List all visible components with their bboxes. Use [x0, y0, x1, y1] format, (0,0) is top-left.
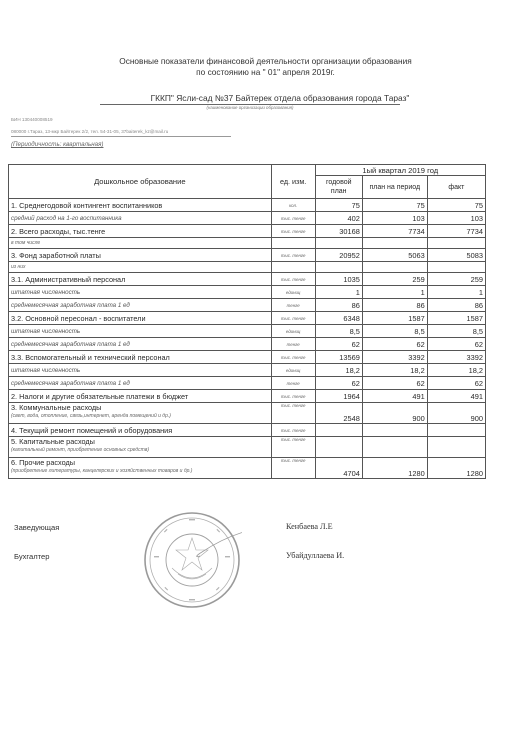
seal-graphic	[142, 510, 242, 610]
row-unit: тыс. тенге	[271, 437, 315, 458]
table-row	[9, 403, 486, 424]
table-row	[9, 338, 486, 351]
cell-period: 5063	[362, 249, 427, 262]
cell-annual: 4704	[315, 458, 362, 479]
table-row	[9, 377, 486, 390]
cell-period: 86	[362, 299, 427, 312]
cell-period: 900	[362, 403, 427, 424]
cell-annual: 8,5	[315, 325, 362, 338]
row-unit: тыс. тенге	[271, 212, 315, 225]
table-row	[9, 312, 486, 325]
row-unit: единиц	[271, 325, 315, 338]
row-unit: тыс. тенге	[271, 312, 315, 325]
row-label: 2. Всего расходы, тыс.тенге	[9, 225, 272, 238]
table-row	[9, 325, 486, 338]
cell-fact: 1	[427, 286, 485, 299]
header-fact: факт	[427, 176, 485, 199]
cell-annual: 62	[315, 338, 362, 351]
cell-annual: 1964	[315, 390, 362, 403]
row-label: 4. Текущий ремонт помещений и оборудования	[9, 424, 272, 437]
cell-fact: 103	[427, 212, 485, 225]
row-label: среднемесячная заработная плата 1 ед	[9, 338, 272, 351]
row-label: 3. Фонд заработной платы	[9, 249, 272, 262]
cell-period: 62	[362, 338, 427, 351]
accountant-title: Бухгалтер	[14, 552, 50, 561]
row-label: штатная численность	[9, 364, 272, 377]
cell-period: 7734	[362, 225, 427, 238]
row-label: 3.3. Вспомогательный и технический персонал	[9, 351, 272, 364]
cell-period: 103	[362, 212, 427, 225]
cell-fact	[427, 238, 485, 249]
cell-period: 259	[362, 273, 427, 286]
row-unit: тыс. тенге	[271, 403, 315, 424]
row-label: 3.2. Основной пересонал - воспитатели	[9, 312, 272, 325]
cell-fact: 18,2	[427, 364, 485, 377]
header-name: Дошкольное образование	[9, 165, 272, 199]
cell-fact: 8,5	[427, 325, 485, 338]
cell-period: 18,2	[362, 364, 427, 377]
table-row	[9, 286, 486, 299]
organization-caption: (наименование организации образования)	[206, 105, 294, 110]
cell-annual: 30168	[315, 225, 362, 238]
table-body	[9, 199, 486, 479]
financial-table	[8, 164, 486, 479]
row-subtitle: (капитальный ремонт, приобретение основных средств)	[11, 447, 150, 453]
row-unit: тенге	[271, 299, 315, 312]
row-title: 6. Прочие расходы	[11, 458, 76, 467]
head-title: Заведующая	[14, 523, 60, 532]
cell-annual	[315, 238, 362, 249]
row-label: 3.1. Административный персонал	[9, 273, 272, 286]
cell-annual: 18,2	[315, 364, 362, 377]
cell-fact: 62	[427, 377, 485, 390]
row-subtitle: (свет, вода, отопление, связь,интернет, аренда помещений и др.)	[11, 413, 171, 419]
cell-fact	[427, 437, 485, 458]
cell-annual: 86	[315, 299, 362, 312]
cell-annual: 6348	[315, 312, 362, 325]
row-unit	[271, 238, 315, 249]
reporting-period: (Периодичность: квартальная)	[11, 141, 104, 148]
cell-period: 75	[362, 199, 427, 212]
table-row	[9, 299, 486, 312]
row-unit: тыс. тенге	[271, 225, 315, 238]
row-label: в том числе	[9, 238, 272, 249]
row-unit: тыс. тенге	[271, 424, 315, 437]
row-label: штатная численность	[9, 325, 272, 338]
row-unit: тыс. тенге	[271, 273, 315, 286]
cell-period	[362, 437, 427, 458]
row-unit: тенге	[271, 338, 315, 351]
table-row	[9, 424, 486, 437]
cell-fact: 491	[427, 390, 485, 403]
cell-period: 8,5	[362, 325, 427, 338]
header-unit: ед. изм.	[271, 165, 315, 199]
cell-period: 62	[362, 377, 427, 390]
cell-fact: 259	[427, 273, 485, 286]
cell-annual	[315, 262, 362, 273]
row-label	[9, 437, 272, 458]
row-label: среднемесячная заработная плата 1 ед	[9, 377, 272, 390]
table-row	[9, 351, 486, 364]
row-unit: единиц	[271, 286, 315, 299]
cell-fact: 1280	[427, 458, 485, 479]
row-subtitle: (приобретение литературы, канцелярских и хозяйственных товаров и др.)	[11, 468, 193, 474]
cell-period	[362, 262, 427, 273]
row-title: 3. Коммунальные расходы	[11, 403, 102, 412]
row-label: из них	[9, 262, 272, 273]
cell-fact: 5083	[427, 249, 485, 262]
row-unit: кол.	[271, 199, 315, 212]
cell-fact: 62	[427, 338, 485, 351]
cell-annual: 2548	[315, 403, 362, 424]
row-unit: тыс. тенге	[271, 458, 315, 479]
table-row	[9, 458, 486, 479]
cell-annual: 1	[315, 286, 362, 299]
row-label: 1. Среднегодовой контингент воспитанников	[9, 199, 272, 212]
cell-fact	[427, 424, 485, 437]
cell-annual	[315, 424, 362, 437]
cell-fact: 3392	[427, 351, 485, 364]
row-label	[9, 403, 272, 424]
table-row	[9, 238, 486, 249]
cell-period: 1	[362, 286, 427, 299]
header-period-plan: план на период	[362, 176, 427, 199]
row-label: штатная численность	[9, 286, 272, 299]
bin-number: БИН 130440008519	[11, 117, 53, 122]
cell-period: 1280	[362, 458, 427, 479]
row-unit: тыс. тенге	[271, 390, 315, 403]
header-quarter: 1ый квартал 2019 год	[315, 165, 485, 176]
table-row	[9, 262, 486, 273]
cell-annual: 1035	[315, 273, 362, 286]
cell-fact: 75	[427, 199, 485, 212]
cell-fact: 7734	[427, 225, 485, 238]
table-row	[9, 273, 486, 286]
row-unit: единиц	[271, 364, 315, 377]
accountant-name: Убайдуллаева И.	[286, 551, 345, 560]
table-row	[9, 225, 486, 238]
head-name: Кенбаева Л.Е	[286, 522, 333, 531]
table-row	[9, 199, 486, 212]
cell-annual: 402	[315, 212, 362, 225]
row-unit: тыс. тенге	[271, 249, 315, 262]
cell-fact	[427, 262, 485, 273]
cell-period: 1587	[362, 312, 427, 325]
row-title: 5. Капитальные расходы	[11, 437, 95, 446]
organization-address: 080000 г.Тараз, 13-мкр Байтерек 2/2, тел. 54-31-05, 37baiterek_kz@mail.ru	[11, 129, 169, 134]
cell-fact: 1587	[427, 312, 485, 325]
table-row	[9, 437, 486, 458]
row-label: 2. Налоги и другие обязательные платежи в бюджет	[9, 390, 272, 403]
report-title: Основные показатели финансовой деятельности организации образования	[119, 56, 412, 66]
cell-period: 491	[362, 390, 427, 403]
official-seal	[142, 510, 242, 610]
cell-period	[362, 424, 427, 437]
cell-annual: 62	[315, 377, 362, 390]
row-unit	[271, 262, 315, 273]
table-row	[9, 390, 486, 403]
cell-period: 3392	[362, 351, 427, 364]
row-label: среднемесячная заработная плата 1 ед	[9, 299, 272, 312]
cell-annual: 20952	[315, 249, 362, 262]
row-label: средний расход на 1-го воспитанника	[9, 212, 272, 225]
row-unit: тыс. тенге	[271, 351, 315, 364]
table-row	[9, 364, 486, 377]
cell-period	[362, 238, 427, 249]
report-date: по состоянию на " 01" апреля 2019г.	[196, 67, 335, 77]
cell-annual: 13569	[315, 351, 362, 364]
address-underline	[11, 136, 231, 137]
row-label	[9, 458, 272, 479]
cell-annual	[315, 437, 362, 458]
row-unit: тенге	[271, 377, 315, 390]
cell-annual: 75	[315, 199, 362, 212]
cell-fact: 86	[427, 299, 485, 312]
table-row	[9, 249, 486, 262]
cell-fact: 900	[427, 403, 485, 424]
header-annual-plan: годовой план	[315, 176, 362, 199]
organization-name: ГККП" Ясли-сад №37 Байтерек отдела образования города Тараз"	[150, 93, 410, 103]
table-row	[9, 212, 486, 225]
